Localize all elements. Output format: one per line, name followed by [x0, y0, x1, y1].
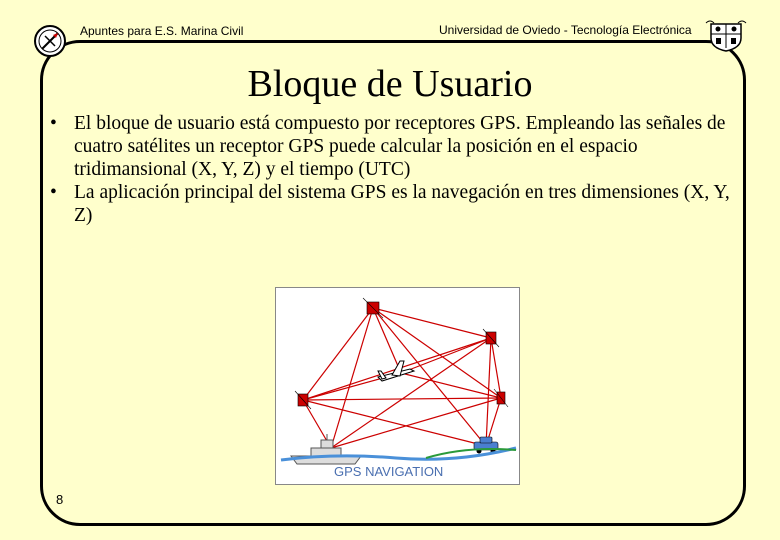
bullet-dot-icon: • — [50, 113, 57, 134]
signal-lines — [303, 308, 501, 448]
bullet-item: • La aplicación principal del sistema GPS es la navegación en tres dimensiones (X, Y, Z) — [50, 182, 730, 226]
airplane-icon — [378, 361, 414, 381]
header-course: Apuntes para E.S. Marina Civil — [80, 24, 244, 38]
gps-diagram — [276, 288, 519, 484]
header-university: Universidad de Oviedo - Tecnología Electrónica — [439, 23, 692, 37]
university-crest-icon — [705, 18, 747, 52]
compass-logo-icon — [33, 24, 67, 58]
bullet-list — [50, 112, 730, 227]
car-icon — [474, 437, 498, 454]
bullet-dot-icon: • — [50, 182, 57, 203]
slide-title: Bloque de Usuario — [0, 62, 780, 106]
satellite-icon — [363, 298, 383, 318]
bullet-item: • El bloque de usuario está compuesto por receptores GPS. Empleando las señales de cuatro satélites un receptor GPS puede calcular la posición en el espacio tridimansional (X, Y, Z) y el tiempo (UTC) — [50, 113, 726, 180]
satellite-icon — [483, 329, 499, 347]
page-number: 8 — [56, 492, 64, 507]
figure-caption: GPS NAVIGATION — [334, 464, 444, 479]
gps-navigation-figure — [275, 287, 520, 485]
